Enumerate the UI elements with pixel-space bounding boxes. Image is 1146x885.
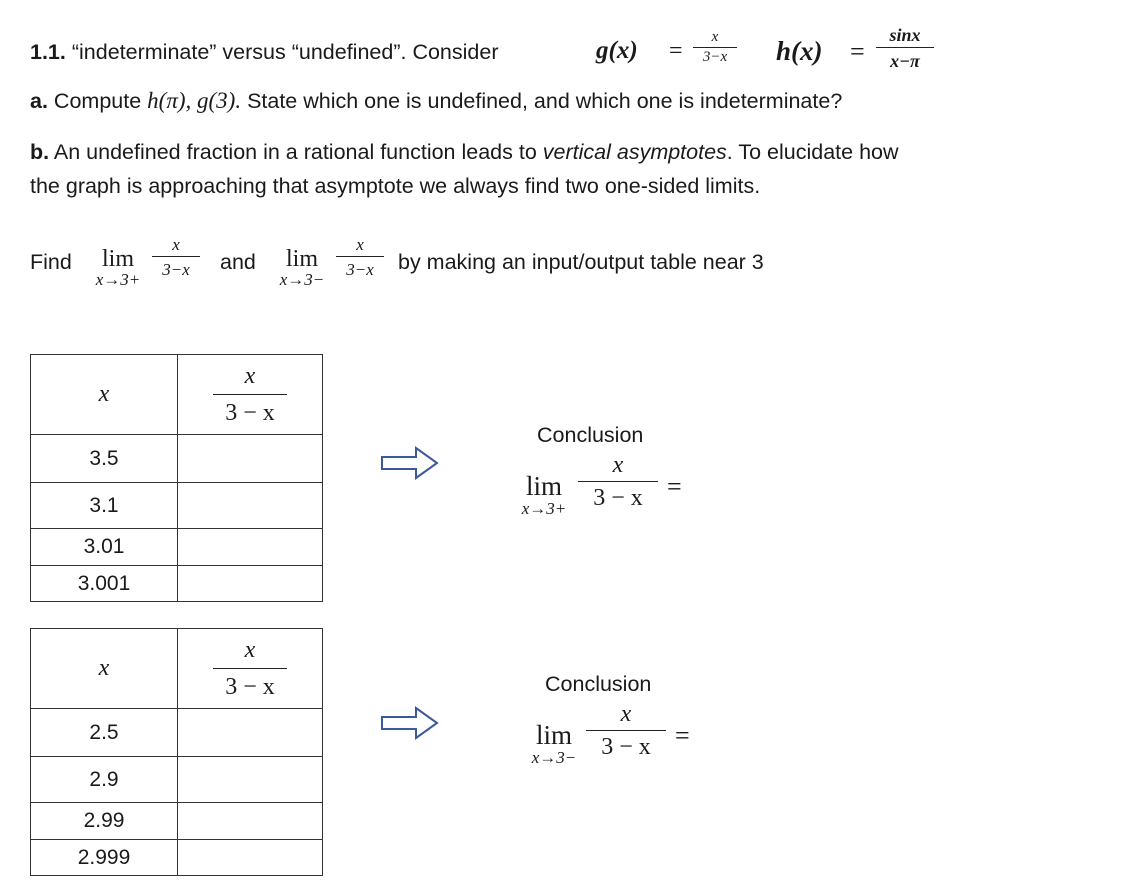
lim-subscript: x→3+ — [521, 499, 567, 518]
header-denominator: 3 − x — [225, 673, 275, 700]
header-fraction-cell — [178, 629, 323, 709]
x-value-cell: 2.9 — [31, 757, 178, 803]
denominator: 3 − x — [593, 485, 643, 511]
output-cell[interactable] — [178, 709, 323, 757]
lim-subscript: x→3− — [531, 748, 577, 767]
conclusion-left-fraction — [586, 702, 666, 759]
conclusion-left-equals: = — [675, 721, 690, 750]
lim-text: lim — [535, 720, 572, 750]
x-value-cell: 2.5 — [31, 709, 178, 757]
h-equals: = — [850, 37, 865, 66]
x-value-cell: 3.001 — [31, 566, 178, 602]
find-label: Find — [30, 250, 72, 274]
table-left-limit — [30, 628, 323, 876]
table-row — [31, 483, 323, 529]
part-a-text-1: Compute — [53, 89, 142, 113]
find-fraction-left — [336, 236, 384, 278]
output-cell[interactable] — [178, 435, 323, 483]
numerator: x — [612, 452, 624, 478]
g-function-label: g(x) — [596, 37, 638, 64]
conclusion-left-limit — [521, 722, 587, 766]
conclusion-right-fraction — [578, 453, 658, 510]
header-numerator: x — [244, 636, 256, 663]
x-value-cell: 3.01 — [31, 529, 178, 566]
and-label: and — [220, 250, 256, 274]
output-cell[interactable] — [178, 566, 323, 602]
problem-heading — [30, 40, 499, 65]
part-b-italic-term: vertical asymptotes — [542, 140, 727, 164]
problem-title: “indeterminate” versus “undefined”. — [71, 40, 407, 64]
g-equals: = — [669, 38, 683, 64]
part-b-line-1 — [30, 140, 899, 165]
numerator: x — [356, 235, 364, 254]
lim-subscript: x→3− — [279, 270, 325, 289]
table-row — [31, 803, 323, 840]
table-header-row — [31, 355, 323, 435]
find-limit-right — [88, 247, 148, 288]
header-x: x — [98, 655, 110, 681]
denominator: 3−x — [162, 260, 190, 279]
part-b-text-2: . To elucidate how — [726, 140, 899, 164]
g-numerator: x — [711, 29, 719, 45]
find-suffix: by making an input/output table near 3 — [398, 250, 764, 274]
table-header-row — [31, 629, 323, 709]
output-cell[interactable] — [178, 840, 323, 876]
right-arrow-icon — [380, 706, 440, 740]
find-limit-left — [272, 247, 332, 288]
lim-text: lim — [285, 246, 318, 272]
h-numerator: sinx — [889, 25, 921, 45]
x-value-cell: 2.999 — [31, 840, 178, 876]
header-x-cell — [31, 629, 178, 709]
g-denominator: 3−x — [702, 49, 728, 65]
part-b-line-2: the graph is approaching that asymptote we always find two one-sided limits. — [30, 174, 761, 198]
conclusion-right-limit — [511, 473, 577, 517]
header-denominator: 3 − x — [225, 399, 275, 426]
right-arrow-icon — [380, 446, 440, 480]
consider-label: Consider — [412, 40, 499, 64]
x-value-cell: 3.1 — [31, 483, 178, 529]
output-cell[interactable] — [178, 483, 323, 529]
header-x: x — [98, 381, 110, 407]
x-value-cell: 2.99 — [31, 803, 178, 840]
conclusion-left-title: Conclusion — [545, 672, 652, 696]
output-cell[interactable] — [178, 529, 323, 566]
h-denominator: x−π — [890, 51, 920, 71]
h-fraction — [876, 26, 934, 70]
g-fraction — [693, 30, 737, 65]
table-row — [31, 435, 323, 483]
find-fraction-right — [152, 236, 200, 278]
numerator: x — [620, 701, 632, 727]
lim-text: lim — [101, 246, 134, 272]
output-cell[interactable] — [178, 803, 323, 840]
table-row — [31, 757, 323, 803]
header-numerator: x — [244, 362, 256, 389]
table-row — [31, 566, 323, 602]
header-fraction-cell — [178, 355, 323, 435]
header-x-cell — [31, 355, 178, 435]
conclusion-right-equals: = — [667, 472, 682, 501]
table-right-limit — [30, 354, 323, 602]
conclusion-right-title: Conclusion — [537, 423, 644, 447]
table-row — [31, 709, 323, 757]
h-function-label: h(x) — [776, 36, 823, 66]
table-row — [31, 529, 323, 566]
denominator: 3−x — [346, 260, 374, 279]
part-b-text-1: An undefined fraction in a rational function leads to — [53, 140, 537, 164]
output-cell[interactable] — [178, 757, 323, 803]
x-value-cell: 3.5 — [31, 435, 178, 483]
lim-subscript: x→3+ — [95, 270, 141, 289]
denominator: 3 − x — [601, 734, 651, 760]
part-a-label: a. — [30, 89, 48, 113]
problem-number: 1.1. — [30, 40, 66, 64]
table-row — [31, 840, 323, 876]
part-a-expression: h(π), g(3). — [147, 88, 242, 113]
part-b-label: b. — [30, 140, 50, 164]
numerator: x — [172, 235, 180, 254]
part-a — [30, 88, 842, 114]
lim-text: lim — [525, 471, 562, 501]
part-a-text-2: State which one is undefined, and which one is indeterminate? — [247, 89, 843, 113]
